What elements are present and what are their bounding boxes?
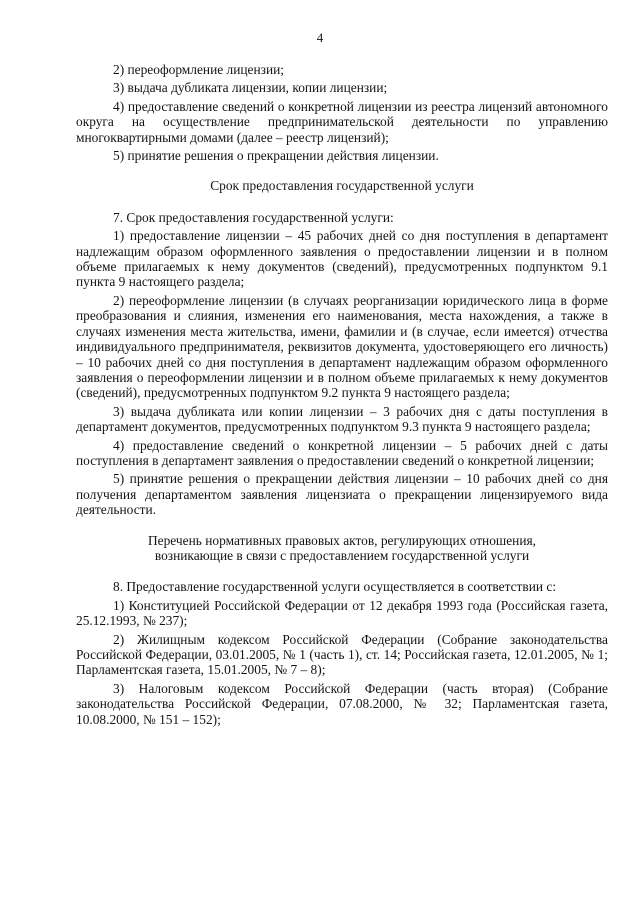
clause-7-item-5: 5) принятие решения о прекращении действия лицензии – 10 рабочих дней со дня получения департаментом заявления лицензиата о прекращении лицензируемого вида деятельности. <box>76 471 608 518</box>
clause-8-intro: 8. Предоставление государственной услуги осуществляется в соответствии с: <box>113 579 557 595</box>
clause-7-item-4: 4) предоставление сведений о конкретной лицензии – 5 рабочих дней с даты поступления в департамент заявления о предоставлении сведений о конкретной лицензии; <box>76 437 608 468</box>
list-item-duplicate: 3) выдача дубликата лицензии, копии лицензии; <box>113 80 388 96</box>
list-item-termination: 5) принятие решения о прекращении действия лицензии. <box>113 148 439 164</box>
clause-8-item-2: 2) Жилищным кодексом Российской Федерации (Собрание законодательства Российской Федерации, 03.01.2005, № 1 (часть 1), ст. 14; Российская газета, 12.01.2005, № 1; Парламентская газета, 15.01.2005, № 7 – 8); <box>76 631 608 678</box>
section-heading-acts-line-2: возникающие в связи с предоставлением государственной услуги <box>154 547 530 563</box>
clause-7-item-3: 3) выдача дубликата или копии лицензии – 3 рабочих дня с даты поступления в департамент документов, предусмотренных подпунктом 9.3 пункта 9 настоящего раздела; <box>76 403 608 435</box>
section-heading-acts <box>76 533 608 564</box>
page-number: 4 <box>316 30 324 45</box>
document-body <box>76 62 608 730</box>
clause-8-item-3: 3) Налоговым кодексом Российской Федерации (часть вторая) (Собрание законодательства Российской Федерации, 07.08.2000, № 32; Парламентская газета, 10.08.2000, № 151 – 152); <box>76 680 608 727</box>
section-heading-acts-line-1: Перечень нормативных правовых актов, регулирующих отношения, <box>148 532 536 548</box>
list-item-reissue: 2) переоформление лицензии; <box>113 62 284 77</box>
clause-7-item-1: 1) предоставление лицензии – 45 рабочих дней со дня поступления в департамент надлежащим образом оформленного заявления о предоставлении лицензии и в полном объеме прилагаемых к нему документов (сведений), предусмотренных подпунктом 9.1 пункта 9 настоящего раздела; <box>76 228 608 290</box>
clause-7-intro: 7. Срок предоставления государственной услуги: <box>113 209 394 225</box>
section-heading-term: Срок предоставления государственной услуги <box>210 178 474 194</box>
list-item-registry-info: 4) предоставление сведений о конкретной лицензии из реестра лицензий автономного округа на осуществление предпринимательской деятельности по управлению многоквартирными домами (далее – реестр лицензий); <box>76 98 608 145</box>
clause-8-item-1: 1) Конституцией Российской Федерации от 12 декабря 1993 года (Российская газета, 25.12.1993, № 237); <box>76 597 608 629</box>
clause-7-item-2: 2) переоформление лицензии (в случаях реорганизации юридического лица в форме преобразования и слияния, изменения его наименования, места нахождения, а также в случаях изменения места жительства, имени, фамилии и (в случае, если имеется) отчества индивидуального предпринимателя, реквизитов документа, удостоверяющего его личность) – 10 рабочих дней со дня поступления в департамент надлежащим образом оформленного заявления о переоформлении лицензии и в полном объеме прилагаемых к нему документов (сведений), предусмотренных подпунктом 9.2 пункта 9 настоящего раздела; <box>76 292 608 401</box>
